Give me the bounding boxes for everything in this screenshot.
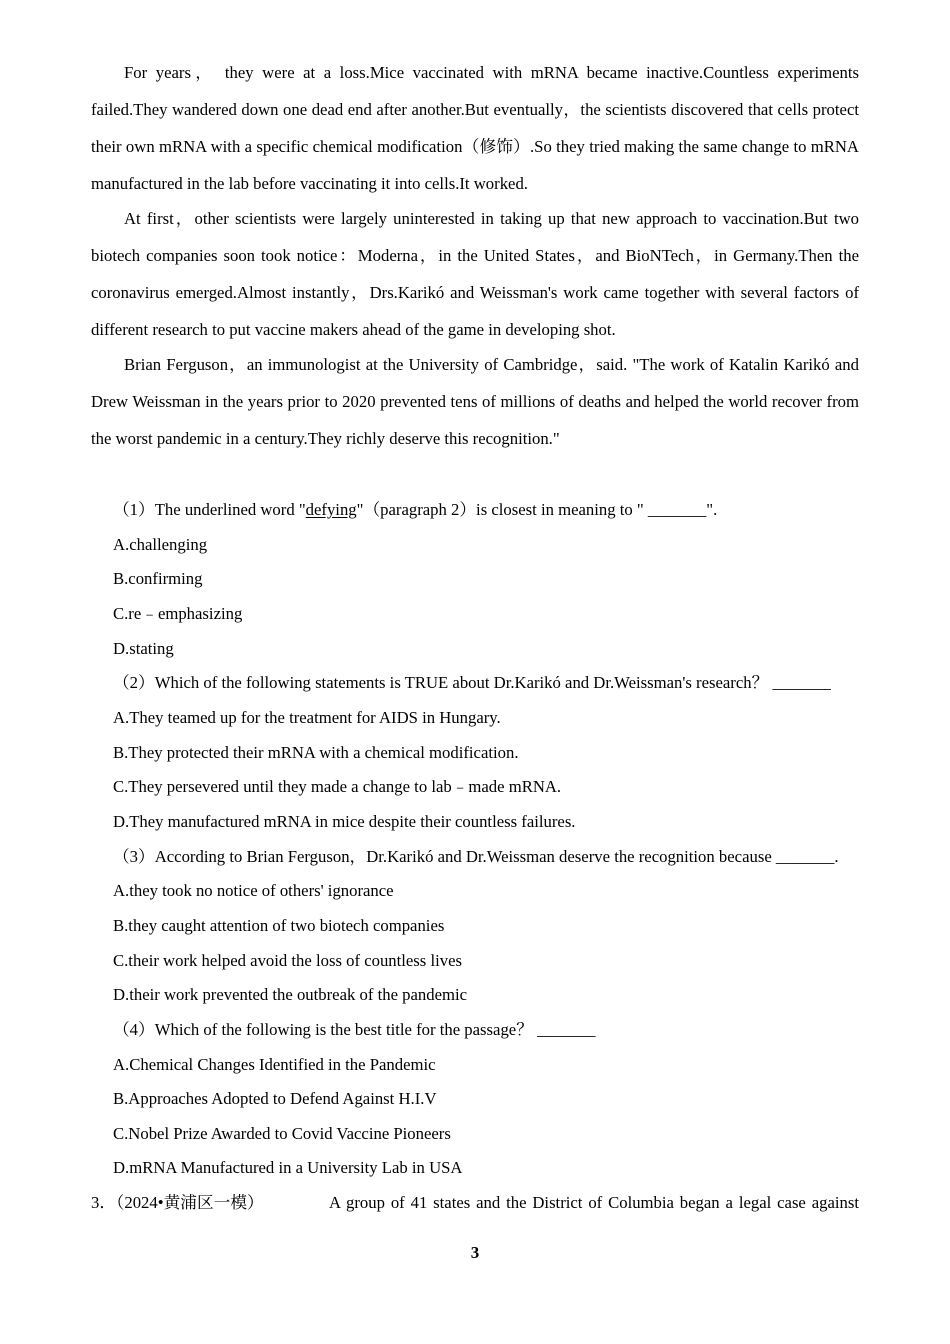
question-stem-after: "（paragraph 2）is closest in meaning to " _______". xyxy=(356,500,718,519)
answer-option: A.challenging xyxy=(113,534,208,554)
paragraph-line: different research to put vaccine makers ahead of the game in developing shot. xyxy=(91,320,616,339)
question-list xyxy=(91,493,859,1221)
answer-option: D.mRNA Manufactured in a University Lab in USA xyxy=(113,1158,463,1178)
question-stem-text: （2）Which of the following statements is TRUE about Dr.Karikó and Dr.Weissman's research？ xyxy=(113,673,773,693)
answer-option: C.re﹣emphasizing xyxy=(113,603,243,623)
answer-option: C.Nobel Prize Awarded to Covid Vaccine Pioneers xyxy=(113,1123,451,1143)
answer-option: A.they took no notice of others' ignorance xyxy=(113,881,394,901)
answer-blank: _______ xyxy=(772,673,831,693)
answer-option: B.confirming xyxy=(113,569,203,589)
paragraph-line: failed.They wandered down one dead end after another.But eventually，the scientists discovered that cells protect xyxy=(91,100,859,119)
question-stem-text: （4）Which of the following is the best title for the passage？ xyxy=(113,1019,538,1039)
underlined-word: defying xyxy=(305,500,357,519)
question-stem xyxy=(91,840,859,875)
answer-blank: _______ xyxy=(775,846,835,866)
paragraph-line: coronavirus emerged.Almost instantly，Drs.Karikó and Weissman's work came together with several factors of xyxy=(91,283,859,302)
question-source-label: 3．（2024•黄浦区一模） xyxy=(91,1193,264,1213)
answer-option: D.their work prevented the outbreak of the pandemic xyxy=(113,985,468,1005)
question-4 xyxy=(91,1013,859,1186)
question-2 xyxy=(91,666,859,839)
answer-option: D.stating xyxy=(113,638,174,658)
paragraph-line: biotech companies soon took notice：Moderna，in the United States，and BioNTech，in Germany.Then the xyxy=(91,246,859,265)
paragraph-line: For years， they were at a loss.Mice vaccinated with mRNA became inactive.Countless experiments xyxy=(124,63,859,82)
question-stem-text: （3）According to Brian Ferguson，Dr.Karikó and Dr.Weissman deserve the recognition because xyxy=(113,846,776,866)
question-stem-end: . xyxy=(834,846,839,866)
passage xyxy=(91,54,859,457)
answer-blank: _______ xyxy=(537,1019,596,1039)
question-3 xyxy=(91,840,859,1013)
next-question-header xyxy=(91,1186,859,1221)
paragraph-line: At first，other scientists were largely uninterested in taking up that new approach to vaccination.But two xyxy=(124,209,859,228)
passage-paragraph-2 xyxy=(91,200,859,348)
passage-paragraph-1 xyxy=(91,54,859,202)
question-stem xyxy=(91,666,859,701)
answer-option: D.They manufactured mRNA in mice despite their countless failures. xyxy=(113,811,576,831)
paragraph-line: Drew Weissman in the years prior to 2020 prevented tens of millions of deaths and helped the world recover from xyxy=(91,392,859,411)
paragraph-line: the worst pandemic in a century.They richly deserve this recognition." xyxy=(91,429,560,448)
question-stem xyxy=(91,493,859,528)
question-1 xyxy=(91,493,859,666)
answer-option: B.They protected their mRNA with a chemical modification. xyxy=(113,742,519,762)
answer-option: A.They teamed up for the treatment for AIDS in Hungary. xyxy=(113,707,501,727)
paragraph-line: Brian Ferguson，an immunologist at the University of Cambridge，said. "The work of Katalin Karikó and xyxy=(124,355,859,374)
question-stem-before: （1）The underlined word " xyxy=(113,500,306,519)
answer-option: B.they caught attention of two biotech companies xyxy=(113,915,445,935)
answer-option: C.They persevered until they made a change to lab﹣made mRNA. xyxy=(113,777,562,797)
paragraph-line: their own mRNA with a specific chemical modification（修饰）.So they tried making the same change to mRNA xyxy=(91,137,859,156)
answer-option: A.Chemical Changes Identified in the Pandemic xyxy=(113,1054,436,1074)
answer-option: B.Approaches Adopted to Defend Against H.I.V xyxy=(113,1089,437,1109)
passage-paragraph-3 xyxy=(91,346,859,457)
question-intro-text: A group of 41 states and the District of Columbia began a legal case against xyxy=(329,1193,859,1213)
page-number: 3 xyxy=(470,1243,480,1262)
question-stem xyxy=(91,1013,859,1048)
paragraph-line: manufactured in the lab before vaccinating it into cells.It worked. xyxy=(91,174,528,193)
answer-option: C.their work helped avoid the loss of countless lives xyxy=(113,950,462,970)
